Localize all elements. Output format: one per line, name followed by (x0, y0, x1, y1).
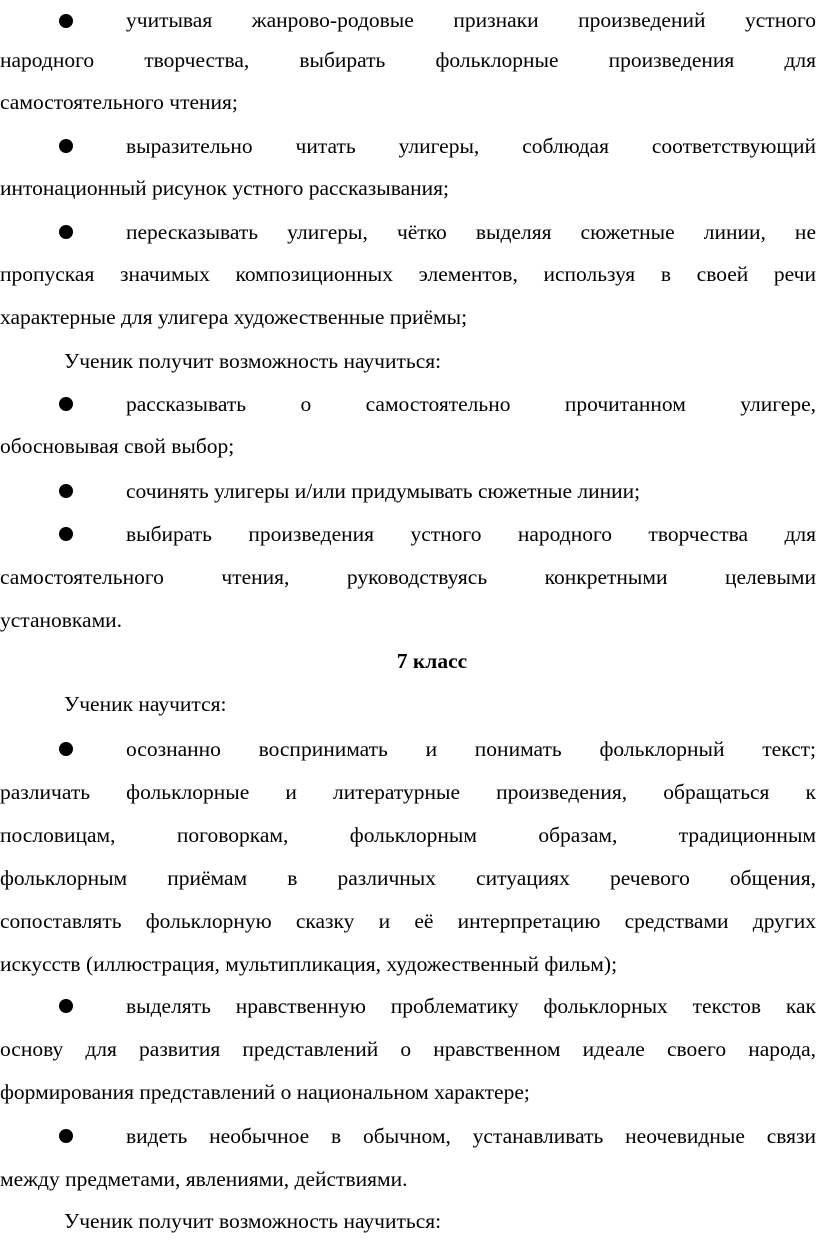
list-item-line: пропуская значимых композиционных элементов, используя в своей речи (0, 262, 816, 286)
bullet-icon (59, 742, 73, 756)
list-item-line: различать фольклорные и литературные произведения, обращаться к (0, 780, 816, 804)
list-item-line: рассказывать о самостоятельно прочитанном улигере, (126, 392, 816, 416)
bullet-icon (59, 14, 73, 28)
list-item-line: пословицам, поговоркам, фольклорным образам, традиционным (0, 823, 816, 847)
bullet-icon (59, 484, 73, 498)
list-item-line: осознанно воспринимать и понимать фольклорный текст; (126, 737, 816, 761)
list-item-line: выбирать произведения устного народного творчества для (126, 522, 816, 546)
list-item-line: обосновывая свой выбор; (0, 434, 235, 458)
list-item-line: видеть необычное в обычном, устанавливать неочевидные связи (126, 1124, 816, 1148)
paragraph: Ученик получит возможность научиться: (64, 349, 442, 373)
list-item-line: пересказывать улигеры, чётко выделяя сюжетные линии, не (126, 220, 816, 244)
bullet-icon (59, 527, 73, 541)
list-item-line: установками. (0, 608, 123, 632)
paragraph: Ученик получит возможность научиться: (64, 1209, 442, 1233)
bullet-icon (59, 999, 73, 1013)
list-item-line: выразительно читать улигеры, соблюдая соответствующий (126, 134, 816, 158)
bullet-icon (59, 1129, 73, 1143)
paragraph: Ученик научится: (64, 692, 227, 716)
list-item-line: характерные для улигера художественные приёмы; (0, 305, 468, 329)
list-item-line: основу для развития представлений о нравственном идеале своего народа, (0, 1037, 816, 1061)
list-item-line: самостоятельного чтения; (0, 90, 238, 114)
list-item-line: сочинять улигеры и/или придумывать сюжетные линии; (126, 479, 641, 503)
list-item-line: сопоставлять фольклорную сказку и её интерпретацию средствами других (0, 909, 816, 933)
list-item-line: интонационный рисунок устного рассказывания; (0, 176, 449, 200)
list-item-line: искусств (иллюстрация, мультипликация, художественный фильм); (0, 952, 618, 976)
bullet-icon (59, 225, 73, 239)
section-heading: 7 класс (396, 649, 468, 673)
bullet-icon (59, 139, 73, 153)
list-item-line: между предметами, явлениями, действиями. (0, 1167, 408, 1191)
list-item-line: учитывая жанрово-родовые признаки произведений устного (126, 8, 816, 32)
list-item-line: самостоятельного чтения, руководствуясь конкретными целевыми (0, 565, 816, 589)
list-item-line: народного творчества, выбирать фольклорные произведения для (0, 48, 816, 72)
list-item-line: формирования представлений о национальном характере; (0, 1080, 530, 1104)
bullet-icon (59, 397, 73, 411)
list-item-line: выделять нравственную проблематику фольклорных текстов как (126, 994, 816, 1018)
list-item-line: фольклорным приёмам в различных ситуациях речевого общения, (0, 866, 816, 890)
